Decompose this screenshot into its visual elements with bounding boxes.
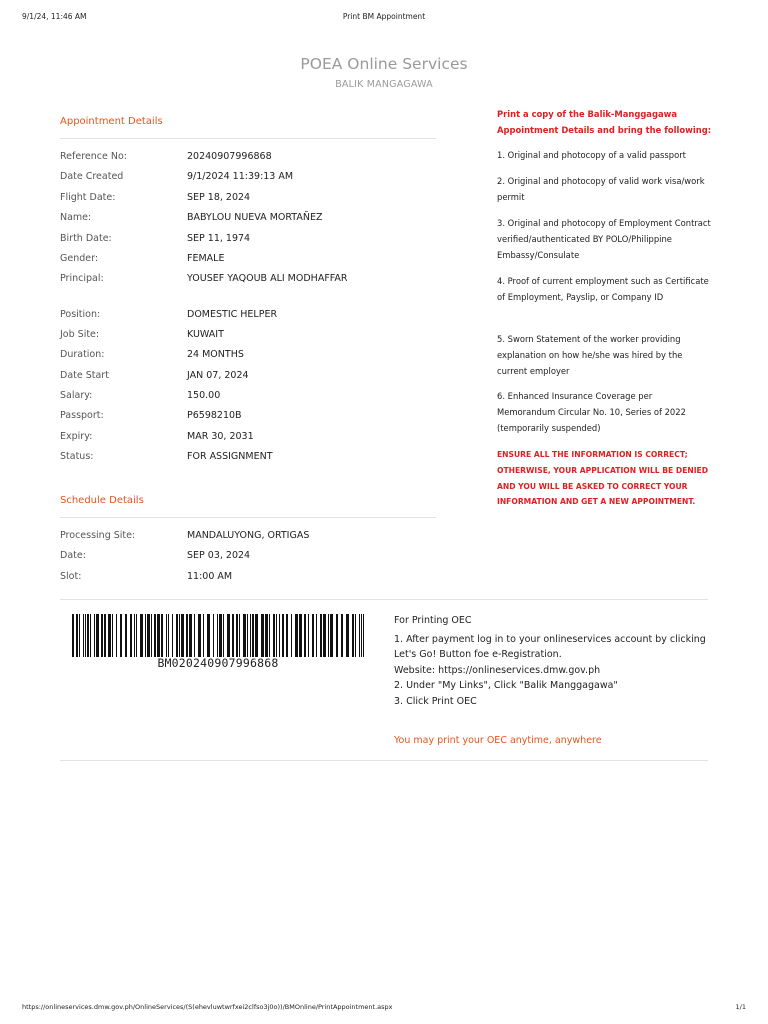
detail-label: Name: <box>60 212 92 223</box>
barcode-bar <box>361 614 362 657</box>
barcode-bar <box>291 614 292 657</box>
detail-value: KUWAIT <box>187 329 224 340</box>
print-page-title: Print BM Appointment <box>342 12 426 21</box>
detail-label: Date Created <box>60 171 124 182</box>
detail-label: Status: <box>60 451 94 462</box>
barcode-bar <box>186 614 188 657</box>
barcode-bar <box>96 614 99 657</box>
barcode-bar <box>203 614 204 657</box>
detail-row-job-site <box>60 329 440 343</box>
barcode-bar <box>232 614 234 657</box>
detail-value: SEP 03, 2024 <box>187 550 251 561</box>
barcode-bar <box>261 614 264 657</box>
detail-value: BABYLOU NUEVA MORTAÑEZ <box>187 212 323 223</box>
requirement-item-6: 6. Enhanced Insurance Coverage per Memorandum Circular No. 10, Series of 2022 (temporarily suspended) <box>497 391 686 433</box>
detail-row-date-created <box>60 171 440 185</box>
barcode-bar <box>176 614 178 657</box>
detail-value: JAN 07, 2024 <box>187 370 249 381</box>
barcode-bar <box>134 614 135 657</box>
detail-label: Reference No: <box>60 151 127 162</box>
barcode-number: BM020240907996868 <box>157 656 279 670</box>
barcode-bar <box>352 614 354 657</box>
barcode-bar <box>299 614 302 657</box>
barcode-bar <box>94 614 95 657</box>
barcode-bar <box>147 614 150 657</box>
detail-row-position <box>60 309 440 323</box>
oec-heading: For Printing OEC <box>394 615 472 626</box>
barcode-bar <box>207 614 210 657</box>
barcode-bar <box>243 614 246 657</box>
detail-value: 9/1/2024 11:39:13 AM <box>187 171 294 182</box>
barcode-bar <box>328 614 329 657</box>
detail-label: Job Site: <box>60 329 100 340</box>
barcode-bar <box>336 614 338 657</box>
barcode-bar <box>140 614 143 657</box>
barcode-bar <box>108 614 111 657</box>
document-title: POEA Online Services <box>300 55 468 73</box>
detail-label: Birth Date: <box>60 233 112 244</box>
barcode-bar <box>213 614 214 657</box>
detail-label: Gender: <box>60 253 99 264</box>
detail-row-salary <box>60 390 440 404</box>
barcode-bar <box>227 614 230 657</box>
barcode-section-divider <box>60 599 708 600</box>
barcode-bar <box>181 614 184 657</box>
detail-row-expiry <box>60 431 440 445</box>
detail-value: 150.00 <box>187 390 221 401</box>
barcode-bar <box>161 614 163 657</box>
requirement-item-2: 2. Original and photocopy of valid work visa/work permit <box>497 176 705 202</box>
detail-row-principal <box>60 273 440 287</box>
detail-value: SEP 18, 2024 <box>187 192 251 203</box>
barcode-bar <box>72 614 74 657</box>
detail-row-date-start <box>60 370 440 384</box>
requirement-item-1: 1. Original and photocopy of a valid passport <box>497 150 686 160</box>
detail-value: FOR ASSIGNMENT <box>187 451 273 462</box>
barcode-bar <box>172 614 173 657</box>
oec-note: You may print your OEC anytime, anywhere <box>394 735 602 746</box>
barcode-bar <box>166 614 167 657</box>
barcode-bar <box>282 614 284 657</box>
barcode-bar <box>194 614 195 657</box>
detail-value: 24 MONTHS <box>187 349 244 360</box>
barcode-bar <box>341 614 343 657</box>
barcode-bar <box>198 614 201 657</box>
detail-label: Principal: <box>60 273 104 284</box>
barcode-bar <box>252 614 254 657</box>
barcode-graphic <box>72 614 364 657</box>
barcode-bar <box>346 614 349 657</box>
detail-label: Duration: <box>60 349 105 360</box>
barcode-bar <box>308 614 309 657</box>
barcode-bar <box>125 614 127 657</box>
barcode-bar <box>217 614 218 657</box>
barcode-bar <box>239 614 240 657</box>
detail-value: MAR 30, 2031 <box>187 431 254 442</box>
barcode-bar <box>295 614 298 657</box>
detail-value: 20240907996868 <box>187 151 272 162</box>
barcode-bar <box>157 614 160 657</box>
barcode-bar <box>320 614 322 657</box>
print-page-count: 1/1 <box>735 1003 746 1011</box>
detail-row-name <box>60 212 440 226</box>
requirement-item-3: 3. Original and photocopy of Employment Contract verified/authenticated BY POLO/Philippine Embassy/Consulate <box>497 218 711 260</box>
detail-row-flight-date <box>60 192 440 206</box>
barcode-bar <box>151 614 152 657</box>
barcode-bar <box>255 614 258 657</box>
schedule-details-divider <box>60 517 436 518</box>
barcode-bar <box>76 614 78 657</box>
print-url: https://onlineservices.dmw.gov.ph/OnlineServices/(S(ehevluwtwrfxei2clfso3j0o))/BMOnline/PrintAppointment.aspx <box>22 1003 393 1011</box>
schedule-details-heading: Schedule Details <box>60 495 144 506</box>
barcode-bar <box>116 614 117 657</box>
appointment-details-heading: Appointment Details <box>60 116 163 127</box>
barcode-bar <box>130 614 132 657</box>
barcode-bar <box>304 614 306 657</box>
detail-row-passport <box>60 410 440 424</box>
detail-value: 11:00 AM <box>187 571 233 582</box>
barcode-bar <box>168 614 169 657</box>
detail-value: YOUSEF YAQOUB ALI MODHAFFAR <box>187 273 348 284</box>
barcode-bar <box>269 614 270 657</box>
detail-label: Processing Site: <box>60 530 136 541</box>
barcode-bar <box>79 614 80 657</box>
barcode-bar <box>90 614 91 657</box>
barcode-bar <box>236 614 238 657</box>
barcode-bar <box>83 614 84 657</box>
oec-website: Website: https://onlineservices.dmw.gov.ph <box>394 665 601 676</box>
barcode-bar <box>323 614 326 657</box>
detail-value: SEP 11, 1974 <box>187 233 251 244</box>
detail-label: Flight Date: <box>60 192 116 203</box>
detail-label: Date Start <box>60 370 109 381</box>
barcode-bar <box>330 614 333 657</box>
barcode-bar <box>223 614 224 657</box>
barcode-bar <box>120 614 122 657</box>
oec-instruction-3: 3. Click Print OEC <box>394 696 477 707</box>
barcode-bar <box>104 614 106 657</box>
detail-row-status <box>60 451 440 465</box>
barcode-bar <box>101 614 103 657</box>
barcode-bar <box>273 614 275 657</box>
requirements-warning: ENSURE ALL THE INFORMATION IS CORRECT; OTHERWISE, YOUR APPLICATION WILL BE DENIED AND YOU WILL BE ASKED TO CORRECT YOUR INFORMATION AND GET A NEW APPOINTMENT. <box>497 450 709 507</box>
detail-value: P6598210B <box>187 410 242 421</box>
barcode-bar <box>355 614 356 657</box>
barcode-bar <box>247 614 248 657</box>
schedule-row-slot <box>60 571 440 585</box>
barcode-bar <box>265 614 268 657</box>
barcode-bar <box>85 614 86 657</box>
detail-label: Slot: <box>60 571 82 582</box>
barcode-bar <box>219 614 222 657</box>
requirements-intro: Print a copy of the Balik-Manggagawa Appointment Details and bring the following: <box>497 109 712 135</box>
requirement-item-4: 4. Proof of current employment such as Certificate of Employment, Payslip, or Company ID <box>497 276 709 302</box>
barcode-bar <box>179 614 180 657</box>
detail-row-gender <box>60 253 440 267</box>
print-datetime: 9/1/24, 11:46 AM <box>22 12 87 21</box>
detail-label: Passport: <box>60 410 104 421</box>
barcode-bar <box>276 614 277 657</box>
schedule-row-date <box>60 550 440 564</box>
oec-instruction-2: 2. Under "My Links", Click "Balik Manggagawa" <box>394 680 618 691</box>
barcode-bar <box>112 614 113 657</box>
barcode-bar <box>145 614 146 657</box>
detail-label: Salary: <box>60 390 93 401</box>
barcode-bar <box>250 614 251 657</box>
barcode-bar <box>189 614 192 657</box>
barcode-bar <box>359 614 360 657</box>
barcode-bar <box>136 614 137 657</box>
detail-row-birth-date <box>60 233 440 247</box>
detail-row-duration <box>60 349 440 363</box>
barcode-bar <box>316 614 317 657</box>
schedule-row-processing-site <box>60 530 440 544</box>
oec-instruction-1: 1. After payment log in to your onlineservices account by clicking Let's Go! Button foe e-Registration. <box>394 634 706 661</box>
bottom-divider <box>60 760 708 761</box>
detail-label: Date: <box>60 550 86 561</box>
document-subtitle: BALIK MANGAGAWA <box>335 79 433 90</box>
barcode-bar <box>286 614 288 657</box>
detail-label: Expiry: <box>60 431 93 442</box>
detail-value: FEMALE <box>187 253 225 264</box>
detail-value: DOMESTIC HELPER <box>187 309 278 320</box>
appointment-details-divider <box>60 138 436 139</box>
detail-row-reference-no <box>60 151 440 165</box>
detail-value: MANDALUYONG, ORTIGAS <box>187 530 310 541</box>
barcode-bar <box>279 614 280 657</box>
barcode-bar <box>312 614 314 657</box>
barcode-bar <box>363 614 364 657</box>
requirement-item-5: 5. Sworn Statement of the worker providing explanation on how he/she was hired by the current employer <box>497 334 683 376</box>
barcode-bar <box>154 614 156 657</box>
barcode-bar <box>87 614 89 657</box>
detail-label: Position: <box>60 309 101 320</box>
